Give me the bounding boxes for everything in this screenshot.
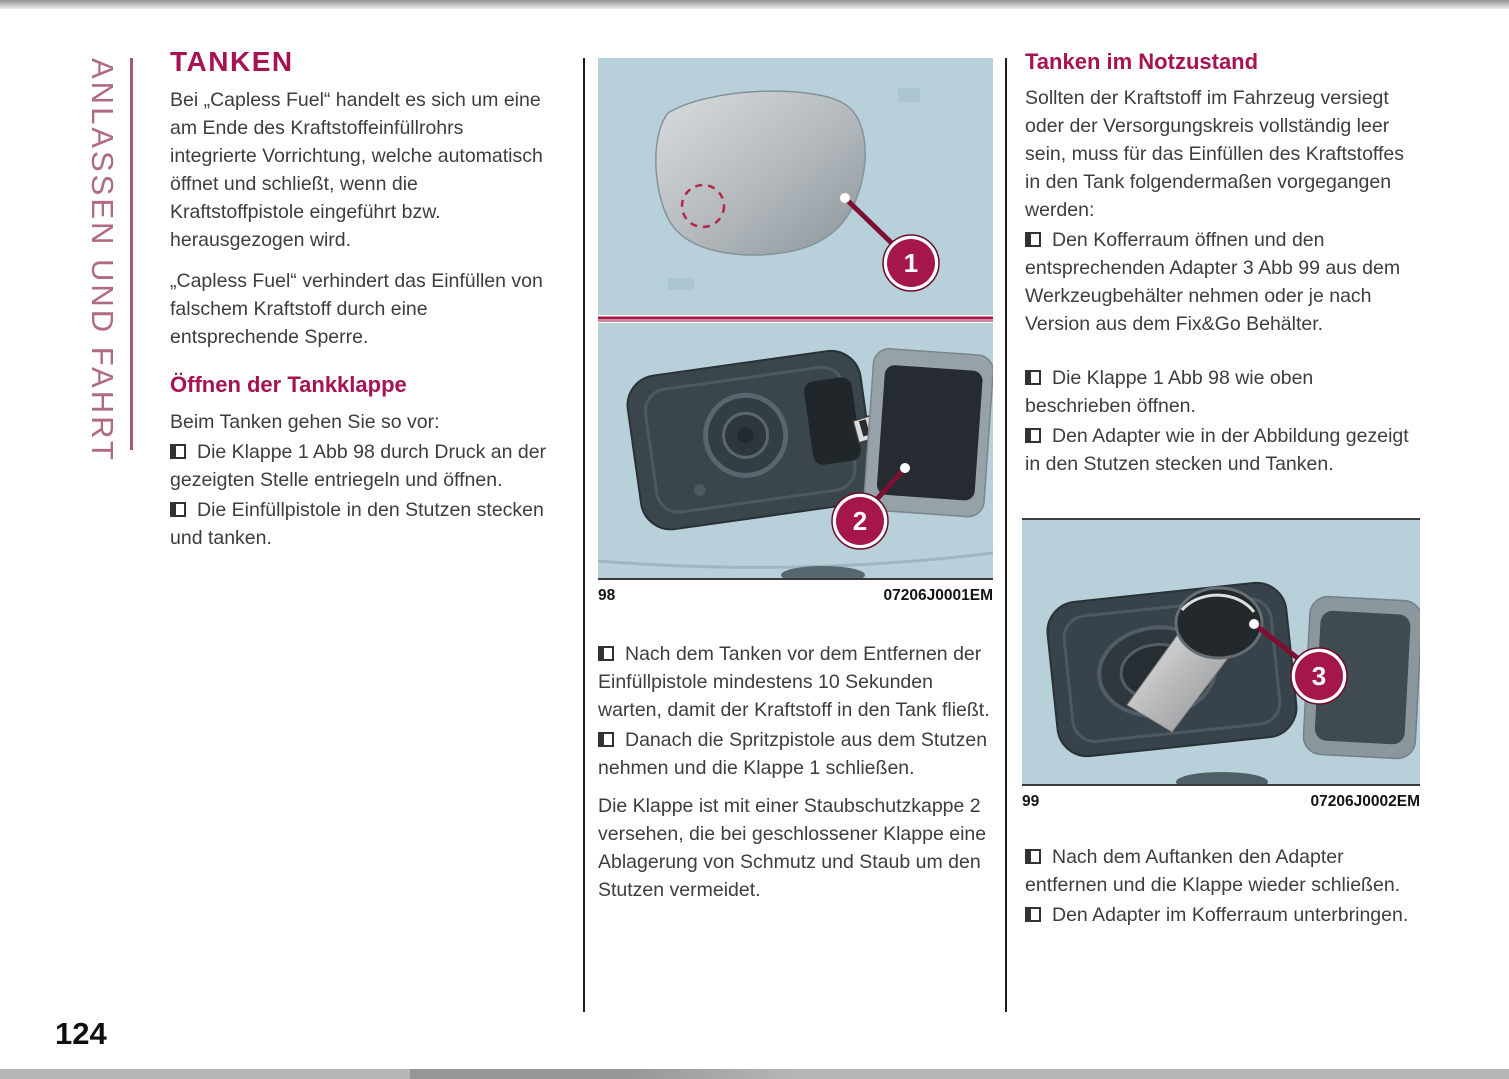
list-item bbox=[170, 438, 548, 494]
list-item-text: Den Adapter wie in der Abbildung gezeigt in den Stutzen stecken und Tanken. bbox=[1025, 425, 1409, 475]
callout-2-label: 2 bbox=[852, 506, 868, 536]
list-item bbox=[1025, 422, 1417, 478]
figure-number: 99 bbox=[1022, 793, 1040, 810]
list-item-text: Die Einfüllpistole in den Stutzen stecken und tanken. bbox=[170, 499, 544, 549]
list-item-text: Die Klappe 1 Abb 98 durch Druck an der gezeigten Stelle entriegeln und öffnen. bbox=[170, 441, 547, 491]
square-bullet-icon bbox=[598, 646, 614, 661]
figure-98 bbox=[598, 58, 993, 605]
figure-99-caption bbox=[1022, 793, 1420, 811]
column-divider-right bbox=[1005, 58, 1007, 1012]
paragraph: Bei „Capless Fuel“ handelt es sich um eine am Ende des Kraftstoffeinfüllrohrs integrierte Vorrichtung, welche automatisch öffnet und schließt, wenn die Kraftstoffpistole eingeführt bzw. herausgezogen wird. bbox=[170, 89, 543, 251]
figure-98-bottom-photo bbox=[598, 323, 993, 580]
square-bullet-icon bbox=[1025, 907, 1041, 922]
list-item-text: Nach dem Tanken vor dem Entfernen der Einfüllpistole mindestens 10 Sekunden warten, damit der Kraftstoff in den Tank fließt. bbox=[598, 643, 990, 721]
square-bullet-icon bbox=[1025, 232, 1041, 247]
square-bullet-icon bbox=[1025, 849, 1041, 864]
page-number: 124 bbox=[55, 1016, 107, 1051]
paragraph: „Capless Fuel“ verhindert das Einfüllen von falschem Kraftstoff durch eine entsprechende Sperre. bbox=[170, 270, 543, 348]
figure-number: 98 bbox=[598, 587, 616, 604]
top-edge-bar bbox=[0, 0, 1509, 9]
subsection-heading: Tanken im Notzustand bbox=[1025, 49, 1259, 74]
callout-3 bbox=[1291, 648, 1347, 704]
middle-column-text bbox=[598, 640, 995, 904]
figure-99 bbox=[1022, 518, 1420, 811]
list-item bbox=[598, 640, 995, 724]
paragraph: Die Klappe ist mit einer Staubschutzkappe 2 versehen, die bei geschlossener Klappe eine Ablagerung von Schmutz und Staub um den Stutzen vermeidet. bbox=[598, 795, 987, 901]
right-column-bottom-text bbox=[1025, 843, 1417, 931]
right-column bbox=[1025, 48, 1417, 480]
callout-2 bbox=[832, 493, 888, 549]
figure-98-top-photo bbox=[598, 58, 993, 315]
list-item-text: Den Kofferraum öffnen und den entsprechenden Adapter 3 Abb 99 aus dem Werkzeugbehälter nehmen oder je nach Version aus dem Fix&Go Behälter. bbox=[1025, 229, 1401, 335]
column-divider-left bbox=[583, 58, 585, 1012]
square-bullet-icon bbox=[1025, 370, 1041, 385]
callout-1 bbox=[883, 235, 939, 291]
square-bullet-icon bbox=[1025, 428, 1041, 443]
chapter-sidebar-label: ANLASSEN UND FAHRT bbox=[85, 58, 120, 463]
figure-99-photo bbox=[1022, 518, 1420, 786]
leader-dot bbox=[900, 463, 910, 473]
leader-dot bbox=[840, 193, 850, 203]
bottom-edge-bar-shadow bbox=[410, 1069, 795, 1079]
list-item bbox=[598, 726, 995, 782]
figure-code: 07206J0002EM bbox=[1310, 793, 1420, 810]
figure-code: 07206J0001EM bbox=[883, 587, 993, 604]
list-item bbox=[1025, 226, 1417, 338]
list-item-text: Danach die Spritzpistole aus dem Stutzen nehmen und die Klappe 1 schließen. bbox=[598, 729, 988, 779]
sidebar-accent-line bbox=[130, 58, 133, 450]
leader-dot bbox=[1249, 619, 1259, 629]
list-item bbox=[1025, 843, 1417, 899]
figure-separator-line bbox=[598, 315, 993, 323]
paragraph: Beim Tanken gehen Sie so vor: bbox=[170, 411, 440, 433]
list-item-text: Nach dem Auftanken den Adapter entfernen und die Klappe wieder schließen. bbox=[1025, 846, 1401, 896]
figure-98-caption bbox=[598, 587, 993, 605]
paragraph: Sollten der Kraftstoff im Fahrzeug versiegt oder der Versorgungskreis vollständig leer sein, muss für das Einfüllen des Kraftstoffes in den Tank folgendermaßen vorgegangen werden: bbox=[1025, 87, 1404, 221]
callout-1-label: 1 bbox=[903, 248, 919, 278]
callout-3-label: 3 bbox=[1311, 661, 1327, 691]
adapter-opening bbox=[1176, 588, 1262, 658]
list-item bbox=[170, 496, 548, 552]
list-item bbox=[1025, 901, 1417, 929]
list-item-text: Die Klappe 1 Abb 98 wie oben beschrieben öffnen. bbox=[1025, 367, 1314, 417]
list-item bbox=[1025, 364, 1417, 420]
square-bullet-icon bbox=[170, 444, 186, 459]
fuel-flap-closed bbox=[656, 91, 865, 255]
left-column bbox=[170, 48, 548, 554]
subsection-heading: Öffnen der Tankklappe bbox=[170, 372, 407, 397]
section-title: TANKEN bbox=[170, 46, 294, 77]
square-bullet-icon bbox=[598, 732, 614, 747]
square-bullet-icon bbox=[170, 502, 186, 517]
list-item-text: Den Adapter im Kofferraum unterbringen. bbox=[1052, 904, 1409, 926]
